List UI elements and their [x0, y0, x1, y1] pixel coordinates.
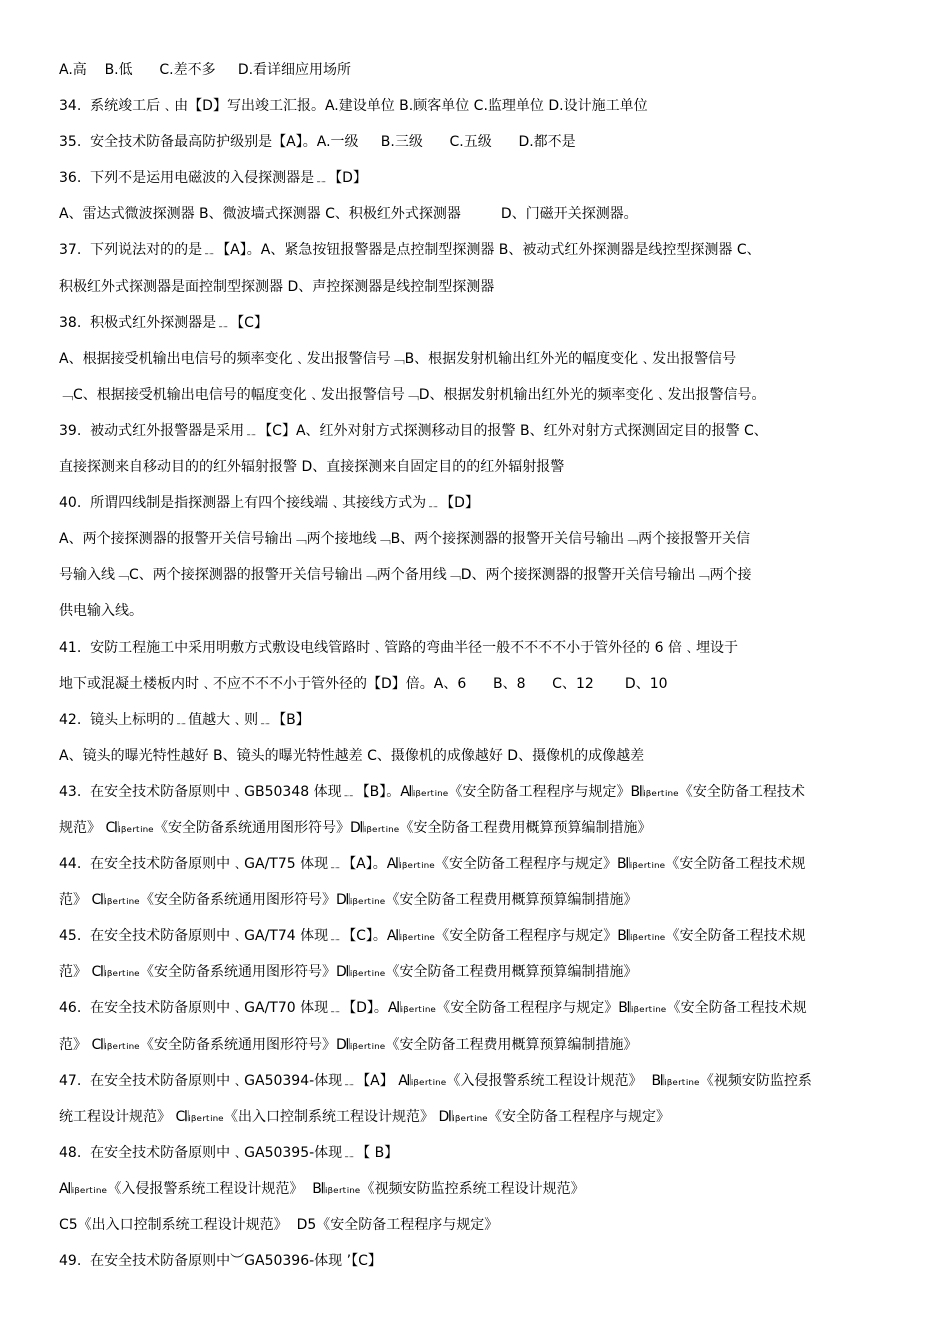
text-line: 范》 C𝄃ᵢᵦₑᵣₜᵢₙₑ《安全防备系统通用图形符号》D𝄃ᵢᵦₑᵣₜᵢₙₑ《安全防备工程费用概算预算编制措施》	[59, 964, 638, 981]
text-line: 范》 C𝄃ᵢᵦₑᵣₜᵢₙₑ《安全防备系统通用图形符号》D𝄃ᵢᵦₑᵣₜᵢₙₑ《安全防备工程费用概算预算编制措施》	[59, 892, 638, 909]
text-line: 40. 所谓四线制是指探测器上有四个接线端﹑其接线方式为﹎【D】	[59, 495, 479, 512]
text-line: 46. 在安全技术防备原则中﹑GA/T70 体现﹎【D】。A𝄃ᵢᵦₑᵣₜᵢₙₑ《安全防备工程程序与规定》B𝄃ᵢᵦₑᵣₜᵢₙₑ《安全防备工程技术规	[59, 1000, 807, 1017]
text-line: 直接探测来自移动目的的红外辐射报警 D、直接探测来自固定目的的红外辐射报警	[59, 459, 565, 476]
text-line: 42. 镜头上标明的﹎值越大﹑则﹎【B】	[59, 711, 310, 728]
text-line: 45. 在安全技术防备原则中﹑GA/T74 体现﹎【C】。A𝄃ᵢᵦₑᵣₜᵢₙₑ《安全防备工程程序与规定》B𝄃ᵢᵦₑᵣₜᵢₙₑ《安全防备工程技术规	[59, 928, 806, 945]
text-line: 地下或混凝土楼板内时﹑不应不不不小于管外径的【D】倍。A、6 B、8 C、12 D、10	[59, 675, 668, 692]
text-line: C5《出入口控制系统工程设计规范》 D5《安全防备工程程序与规定》	[59, 1217, 499, 1233]
text-line: 供电输入线。	[59, 603, 143, 620]
text-line: A、两个接探测器的报警开关信号输出﹁两个接地线﹁B、两个接探测器的报警开关信号输出﹁两个接报警开关信	[59, 531, 751, 548]
text-line: 41. 安防工程施工中采用明敷方式敷设电线管路时﹑管路的弯曲半径一般不不不不小于管外径的 6 倍﹑埋设于	[59, 639, 738, 656]
text-line: 48. 在安全技术防备原则中﹑GA50395-体现﹎【 B】	[59, 1144, 399, 1161]
text-line: A、镜头的曝光特性越好 B、镜头的曝光特性越差 C、摄像机的成像越好 D、摄像机的成像越差	[59, 747, 645, 764]
text-line: 35. 安全技术防备最高防护级别是【A】。A.一级 B.三级 C.五级 D.都不是	[59, 134, 576, 151]
document-page	[59, 58, 895, 1285]
text-line: 36. 下列不是运用电磁波的入侵探测器是﹎【D】	[59, 170, 367, 187]
text-line: 37. 下列说法对的的是﹎【A】。A、紧急按钮报警器是点控制型探测器 B、被动式红外探测器是线控型探测器 C、	[59, 242, 761, 259]
text-line: 号输入线﹁C、两个接探测器的报警开关信号输出﹁两个备用线﹁D、两个接探测器的报警开关信号输出﹁两个接	[59, 567, 752, 584]
text-line: 47. 在安全技术防备原则中﹑GA50394-体现﹎【A】 A𝄃ᵢᵦₑᵣₜᵢₙₑ《入侵报警系统工程设计规范》 B𝄃ᵢᵦₑᵣₜᵢₙₑ《视频安防监控系	[59, 1072, 812, 1089]
text-line: 43. 在安全技术防备原则中﹑GB50348 体现﹎【B】。A𝄃ᵢᵦₑᵣₜᵢₙₑ《安全防备工程程序与规定》B𝄃ᵢᵦₑᵣₜᵢₙₑ《安全防备工程技术	[59, 783, 805, 800]
text-line: 规范》 C𝄃ᵢᵦₑᵣₜᵢₙₑ《安全防备系统通用图形符号》D𝄃ᵢᵦₑᵣₜᵢₙₑ《安全防备工程费用概算预算编制措施》	[59, 819, 652, 836]
text-line: A、雷达式微波探测器 B、微波墙式探测器 C、积极红外式探测器 D、门磁开关探测器。	[59, 206, 638, 223]
text-line: 统工程设计规范》 C𝄃ᵢᵦₑᵣₜᵢₙₑ《出入口控制系统工程设计规范》 D𝄃ᵢᵦₑᵣₜᵢₙₑ《安全防备工程程序与规定》	[59, 1108, 670, 1125]
text-line: 范》 C𝄃ᵢᵦₑᵣₜᵢₙₑ《安全防备系统通用图形符号》D𝄃ᵢᵦₑᵣₜᵢₙₑ《安全防备工程费用概算预算编制措施》	[59, 1036, 638, 1053]
text-line: 39. 被动式红外报警器是采用﹎【C】A、红外对射方式探测移动目的报警 B、红外对射方式探测固定目的报警 C、	[59, 422, 768, 439]
text-line: A.高 B.低 C.差不多 D.看详细应用场所	[59, 62, 352, 78]
text-line: 38. 积极式红外探测器是﹎【C】	[59, 314, 268, 331]
text-line: 积极红外式探测器是面控制型探测器 D、声控探测器是线控制型探测器	[59, 278, 495, 295]
text-line: 44. 在安全技术防备原则中﹑GA/T75 体现﹎【A】。A𝄃ᵢᵦₑᵣₜᵢₙₑ《安全防备工程程序与规定》B𝄃ᵢᵦₑᵣₜᵢₙₑ《安全防备工程技术规	[59, 856, 806, 873]
text-line: 49. 在安全技术防备原则中︶GA50396-体现 ’【C】	[59, 1253, 382, 1270]
text-line: A、根据接受机输出电信号的频率变化﹑发出报警信号﹁B、根据发射机输出红外光的幅度变化﹑发出报警信号	[59, 350, 737, 367]
text-line: A𝄃ᵢᵦₑᵣₜᵢₙₑ《入侵报警系统工程设计规范》 B𝄃ᵢᵦₑᵣₜᵢₙₑ《视频安防监控系统工程设计规范》	[59, 1180, 585, 1197]
text-line: ﹁C、根据接受机输出电信号的幅度变化﹑发出报警信号﹁D、根据发射机输出红外光的频率变化﹑发出报警信号。	[59, 386, 766, 403]
text-line: 34. 系统竣工后﹑由【D】写出竣工汇报。A.建设单位 B.顾客单位 C.监理单位 D.设计施工单位	[59, 98, 648, 115]
